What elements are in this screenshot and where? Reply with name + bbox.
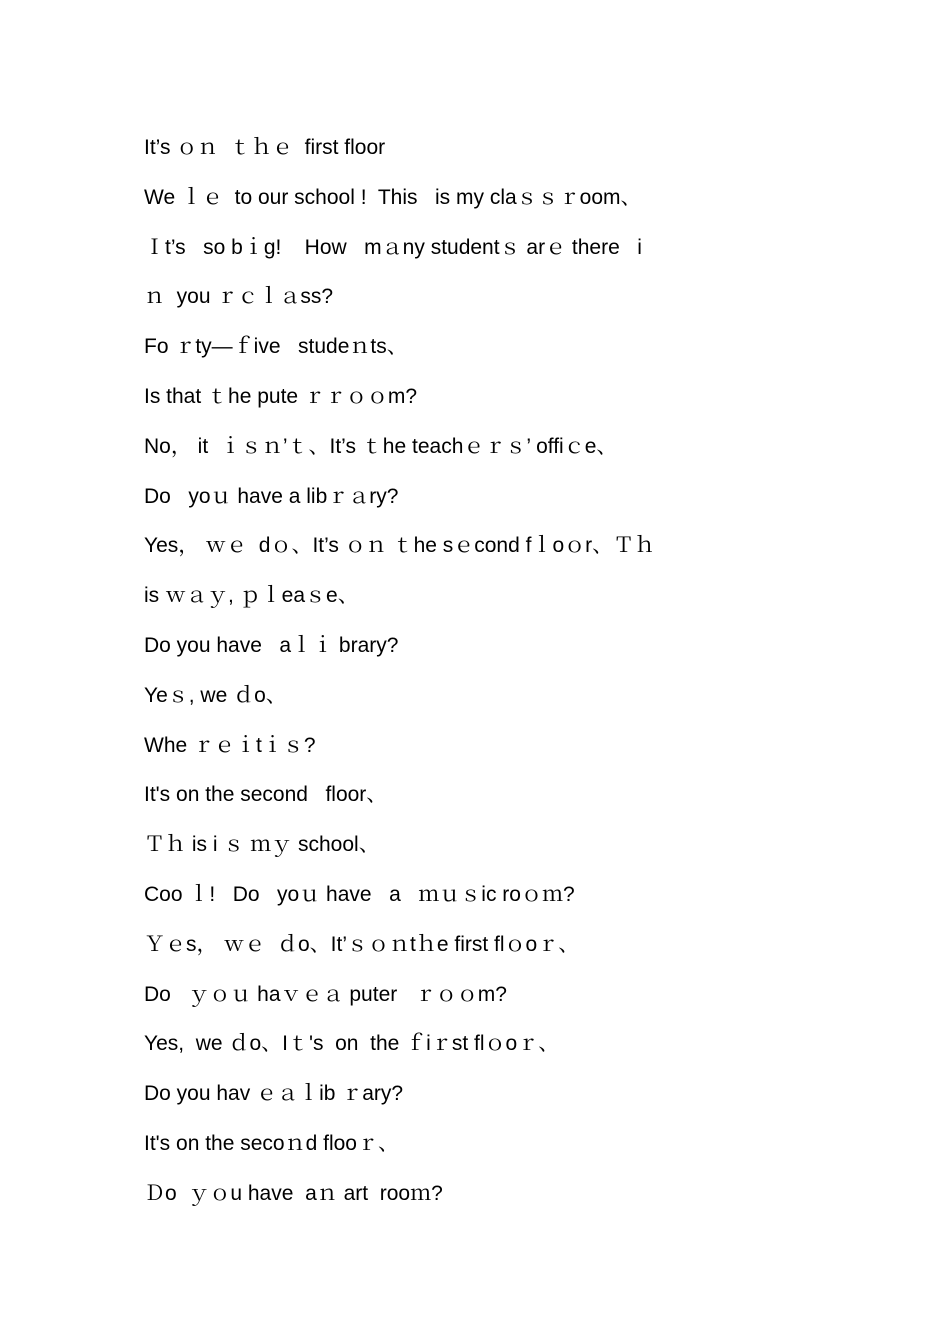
- text-body: [144, 128, 824, 1224]
- text-line: is ｗａｙ, ｐｌeaｓe、: [144, 584, 359, 608]
- text-line: Ｙｅs， ｗｅ ｄo、It’ｓｏｎtｈe first flｏoｒ、: [144, 932, 580, 956]
- text-line: Ｔｈ is i ｓ ｍｙ school、: [144, 833, 380, 857]
- text-line: Coo ｌ! Do yoｕ have a ｍｕｓic roｏｍ?: [144, 882, 575, 906]
- text-line: It's on the secoｎd flooｒ、: [144, 1131, 399, 1155]
- text-line: Ｄo ｙｏu have aｎ art rooｍ?: [144, 1181, 443, 1205]
- text-line: Do you have aｌｉ brary?: [144, 633, 399, 657]
- text-line: We ｌｅ to our school ! This is my claｓｓｒoom、: [144, 185, 642, 209]
- text-line: Ｉt’s so bｉg! How mａny studentｓ arｅ there i: [144, 235, 642, 259]
- text-line: It’s ｏｎ ｔｈｅ first floor: [144, 136, 386, 159]
- text-line: Is that ｔhe pute ｒｒｏｏm?: [144, 384, 418, 408]
- text-line: Do yoｕ have a libｒａry?: [144, 484, 399, 508]
- text-line: Yeｓ, we ｄo、: [144, 683, 287, 707]
- text-line: Yes, we ｄo、Iｔ's on the ｆiｒst flｏoｒ、: [144, 1032, 560, 1056]
- text-line: Fo ｒty—ｆive studeｎts、: [144, 335, 408, 359]
- text-line: Do ｙｏｕ haｖｅａ puter ｒｏｏm?: [144, 982, 507, 1006]
- text-line: Yes， ｗｅ dｏ、It’s ｏｎ ｔhe sｅcond fｌoｏr、Ｔｈ: [144, 534, 656, 558]
- text-line: ｎ you ｒｃｌａss?: [144, 285, 334, 309]
- text-line: No， it ｉｓｎ’ｔ、It’s ｔhe teachｅｒｓ’ offiｃe、: [144, 434, 618, 458]
- text-line: Whe ｒｅｉtｉｓ?: [144, 733, 316, 757]
- text-line: It's on the second floor、: [144, 783, 388, 807]
- text-line: Do you hav ｅａｌib ｒary?: [144, 1082, 404, 1106]
